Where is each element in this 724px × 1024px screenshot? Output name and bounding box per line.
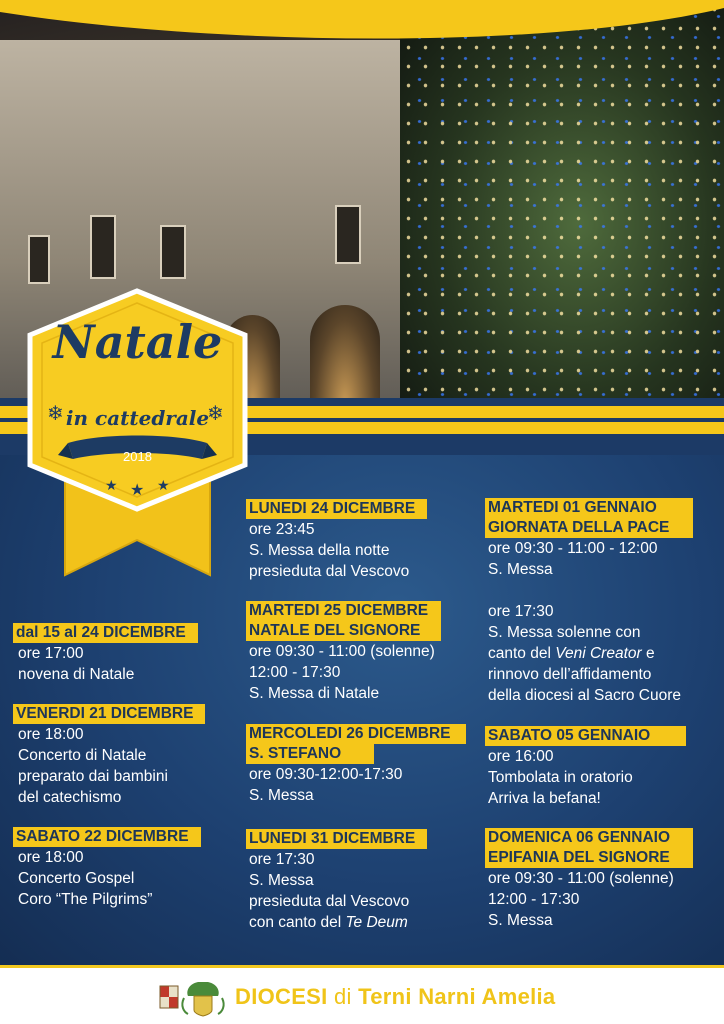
facade-window bbox=[160, 225, 186, 279]
event-desc: del catechismo bbox=[18, 789, 122, 806]
event-desc: S. Messa della notte bbox=[249, 542, 390, 559]
facade-window bbox=[90, 215, 116, 279]
star-icon: ★ bbox=[105, 477, 118, 493]
event-time: ore 09:30 - 11:00 - 12:00 bbox=[488, 540, 658, 557]
event-novena bbox=[13, 622, 233, 685]
event-desc: S. Messa di Natale bbox=[249, 685, 380, 702]
event-heading: MERCOLEDI 26 DICEMBRE bbox=[246, 724, 466, 744]
event-vigilia bbox=[246, 498, 471, 582]
event-heading: SABATO 22 DICEMBRE bbox=[13, 827, 201, 847]
footer-connector: di bbox=[327, 984, 359, 1009]
event-heading: VENERDI 21 DICEMBRE bbox=[13, 704, 205, 724]
event-santo-stefano bbox=[246, 724, 471, 806]
star-icon: ★ bbox=[157, 477, 170, 493]
event-desc-emphasis: Te Deum bbox=[345, 914, 408, 931]
event-desc-text: e bbox=[641, 645, 655, 662]
event-desc: S. Messa bbox=[249, 872, 314, 889]
facade-arch bbox=[310, 305, 380, 405]
event-desc: presieduta dal Vescovo bbox=[249, 893, 410, 910]
top-wave bbox=[0, 0, 724, 55]
event-concerto-natale bbox=[13, 703, 233, 808]
badge-title: Natale bbox=[52, 315, 223, 369]
badge-year: 2018 bbox=[123, 449, 152, 464]
event-time: ore 09:30 - 11:00 (solenne) bbox=[488, 870, 674, 887]
event-time: ore 18:00 bbox=[18, 726, 84, 743]
event-heading: LUNEDI 31 DICEMBRE bbox=[246, 829, 427, 849]
footer-cities: Terni Narni Amelia bbox=[358, 984, 556, 1009]
event-befana bbox=[485, 725, 720, 809]
footer-diocese-name bbox=[235, 984, 555, 1010]
event-concerto-gospel bbox=[13, 826, 233, 910]
event-time: ore 17:00 bbox=[18, 645, 84, 662]
event-desc bbox=[249, 912, 471, 933]
event-time: ore 18:00 bbox=[18, 849, 84, 866]
event-desc: della diocesi al Sacro Cuore bbox=[488, 687, 681, 704]
event-desc: S. Messa bbox=[488, 561, 553, 578]
event-time: ore 23:45 bbox=[249, 521, 315, 538]
badge-subtitle: in cattedrale bbox=[65, 406, 210, 430]
snowflake-icon: ❄ bbox=[207, 403, 224, 425]
event-capodanno bbox=[485, 498, 720, 706]
spacer bbox=[485, 580, 720, 601]
event-time: ore 16:00 bbox=[488, 748, 554, 765]
snowflake-icon: ❄ bbox=[47, 403, 64, 425]
event-time: ore 09:30 - 11:00 (solenne) bbox=[249, 643, 435, 660]
event-heading-sub: S. STEFANO bbox=[246, 744, 374, 764]
event-heading-sub: EPIFANIA DEL SIGNORE bbox=[485, 848, 693, 868]
event-desc: Arriva la befana! bbox=[488, 790, 601, 807]
event-desc: S. Messa bbox=[488, 912, 553, 929]
diocese-coat-of-arms-icon bbox=[158, 978, 228, 1018]
event-time: ore 17:30 bbox=[249, 851, 315, 868]
event-fine-anno bbox=[246, 828, 471, 933]
event-heading: SABATO 05 GENNAIO bbox=[485, 726, 686, 746]
event-heading-sub: GIORNATA DELLA PACE bbox=[485, 518, 693, 538]
event-desc-text: con canto del bbox=[249, 914, 346, 931]
event-desc: Tombolata in oratorio bbox=[488, 769, 633, 786]
event-desc: presieduta dal Vescovo bbox=[249, 563, 410, 580]
event-heading: MARTEDI 25 DICEMBRE bbox=[246, 601, 441, 621]
event-desc: preparato dai bambini bbox=[18, 768, 168, 785]
event-time: ore 09:30-12:00-17:30 bbox=[249, 766, 403, 783]
event-desc-text: canto del bbox=[488, 645, 556, 662]
event-heading: LUNEDI 24 DICEMBRE bbox=[246, 499, 427, 519]
facade-window bbox=[28, 235, 50, 284]
event-desc: Concerto di Natale bbox=[18, 747, 147, 764]
event-heading: MARTEDI 01 GENNAIO bbox=[485, 498, 693, 518]
event-desc: Concerto Gospel bbox=[18, 870, 135, 887]
event-desc: Coro “The Pilgrims” bbox=[18, 891, 153, 908]
event-desc bbox=[488, 643, 720, 664]
footer-diocese: DIOCESI bbox=[235, 984, 328, 1009]
event-desc-emphasis: Veni Creator bbox=[555, 645, 642, 662]
event-desc: S. Messa solenne con bbox=[488, 624, 641, 641]
event-heading-sub: NATALE DEL SIGNORE bbox=[246, 621, 441, 641]
event-heading: dal 15 al 24 DICEMBRE bbox=[13, 623, 198, 643]
facade-window bbox=[335, 205, 361, 264]
event-heading: DOMENICA 06 GENNAIO bbox=[485, 828, 693, 848]
event-desc: rinnovo dell’affidamento bbox=[488, 666, 652, 683]
event-desc: 12:00 - 17:30 bbox=[249, 664, 341, 681]
event-time: ore 17:30 bbox=[488, 603, 554, 620]
event-desc: S. Messa bbox=[249, 787, 314, 804]
event-epifania bbox=[485, 828, 720, 931]
event-natale bbox=[246, 601, 471, 704]
event-desc: novena di Natale bbox=[18, 666, 135, 683]
event-desc: 12:00 - 17:30 bbox=[488, 891, 580, 908]
star-icon: ★ bbox=[130, 482, 145, 499]
tree-lights bbox=[400, 0, 724, 405]
